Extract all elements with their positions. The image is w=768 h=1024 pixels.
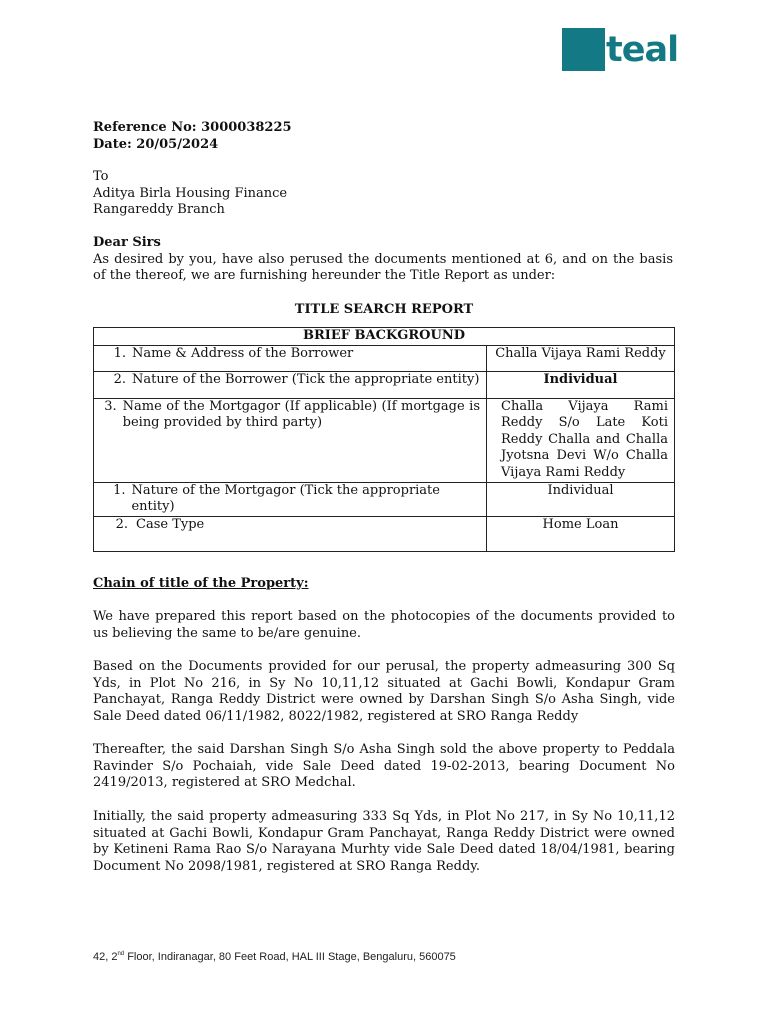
table-row (94, 482, 675, 516)
brief-background-table (93, 327, 675, 552)
table-cell-label (94, 371, 487, 398)
row-number: 1. (113, 345, 126, 361)
table-row (94, 345, 675, 371)
table-header: BRIEF BACKGROUND (94, 328, 675, 346)
footer-ordinal-suffix: nd (117, 951, 125, 957)
chain-heading: Chain of title of the Property: (93, 576, 309, 591)
row-number: 2. (113, 371, 126, 387)
table-cell-value: Individual (487, 371, 675, 398)
chain-paragraph-1: We have prepared this report based on the photocopies of the documents provided to us believing the same to be/are genuine. (93, 609, 675, 641)
company-logo (562, 28, 722, 72)
addressee-line-2: Rangareddy Branch (93, 202, 225, 218)
letter-date: Date: 20/05/2024 (93, 136, 219, 152)
addressee-to: To (93, 169, 109, 184)
table-cell-label (94, 345, 487, 371)
reference-block (93, 120, 673, 153)
intro-block (93, 235, 673, 285)
chain-heading-block (93, 576, 673, 593)
footer-address-start: 42, 2 (93, 951, 118, 963)
addressee-block (93, 169, 673, 219)
reference-number: Reference No: 3000038225 (93, 120, 292, 135)
table-row (94, 516, 675, 551)
row-number: 1. (113, 482, 126, 498)
row-number: 3. (104, 398, 117, 414)
row-number: 2. (115, 516, 128, 532)
addressee-line-1: Aditya Birla Housing Finance (93, 185, 288, 201)
table-cell-value: Challa Vijaya Rami Reddy (487, 345, 675, 371)
table-cell-value: Home Loan (487, 516, 675, 551)
row-label: Case Type (136, 516, 205, 532)
table-cell-label (94, 398, 487, 482)
table-cell-label (94, 482, 487, 516)
footer-address-end: Floor, Indiranagar, 80 Feet Road, HAL III Stage, Bengaluru, 560075 (124, 951, 456, 963)
chain-paragraph-3: Thereafter, the said Darshan Singh S/o Asha Singh sold the above property to Peddala Ravinder S/o Pochaiah, vide Sale Deed dated 19-02-2013, bearing Document No 2419/2013, registered at SRO Medchal. (93, 742, 675, 791)
table-cell-value: Individual (487, 482, 675, 516)
table-row (94, 398, 675, 482)
row-label: Name of the Mortgagor (If applicable) (If mortgage is being provided by third party) (122, 398, 480, 431)
chain-paragraph-2: Based on the Documents provided for our perusal, the property admeasuring 300 Sq Yds, in Plot No 216, in Sy No 10,11,12 situated at Gachi Bowli, Kondapur Gram Panchayat, Ranga Reddy District were owned by Darshan Singh S/o Asha Singh, vide Sale Deed dated 06/11/1982, 8022/1982, registered at SRO Ranga Reddy (93, 659, 675, 724)
intro-paragraph: As desired by you, have also perused the documents mentioned at 6, and on the basis of the thereof, we are furnishing hereunder the Title Report as under: (93, 251, 673, 284)
table-cell-value: Challa Vijaya Rami Reddy S/o Late Koti Reddy Challa and Challa Jyotsna Devi W/o Challa Vijaya Rami Reddy (487, 398, 675, 482)
footer-address (93, 949, 456, 966)
row-label: Nature of the Mortgagor (Tick the appropriate entity) (131, 482, 440, 515)
salutation: Dear Sirs (93, 235, 161, 250)
logo-square-mark (562, 28, 605, 71)
table-cell-label (94, 516, 487, 551)
row-label: Name & Address of the Borrower (132, 345, 354, 361)
table-row (94, 371, 675, 398)
logo-wordmark: teal (606, 30, 679, 70)
report-title: TITLE SEARCH REPORT (294, 302, 474, 317)
table-header-row (94, 328, 675, 346)
row-label: Nature of the Borrower (Tick the appropriate entity) (132, 371, 480, 387)
chain-paragraph-4: Initially, the said property admeasuring 333 Sq Yds, in Plot No 217, in Sy No 10,11,12 situated at Gachi Bowli, Kondapur Gram Panchayat, Ranga Reddy District were owned by Ketineni Rama Rao S/o Narayana Murhty vide Sale Deed dated 18/04/1981, bearing Document No 2098/1981, registered at SRO Ranga Reddy. (93, 809, 675, 874)
